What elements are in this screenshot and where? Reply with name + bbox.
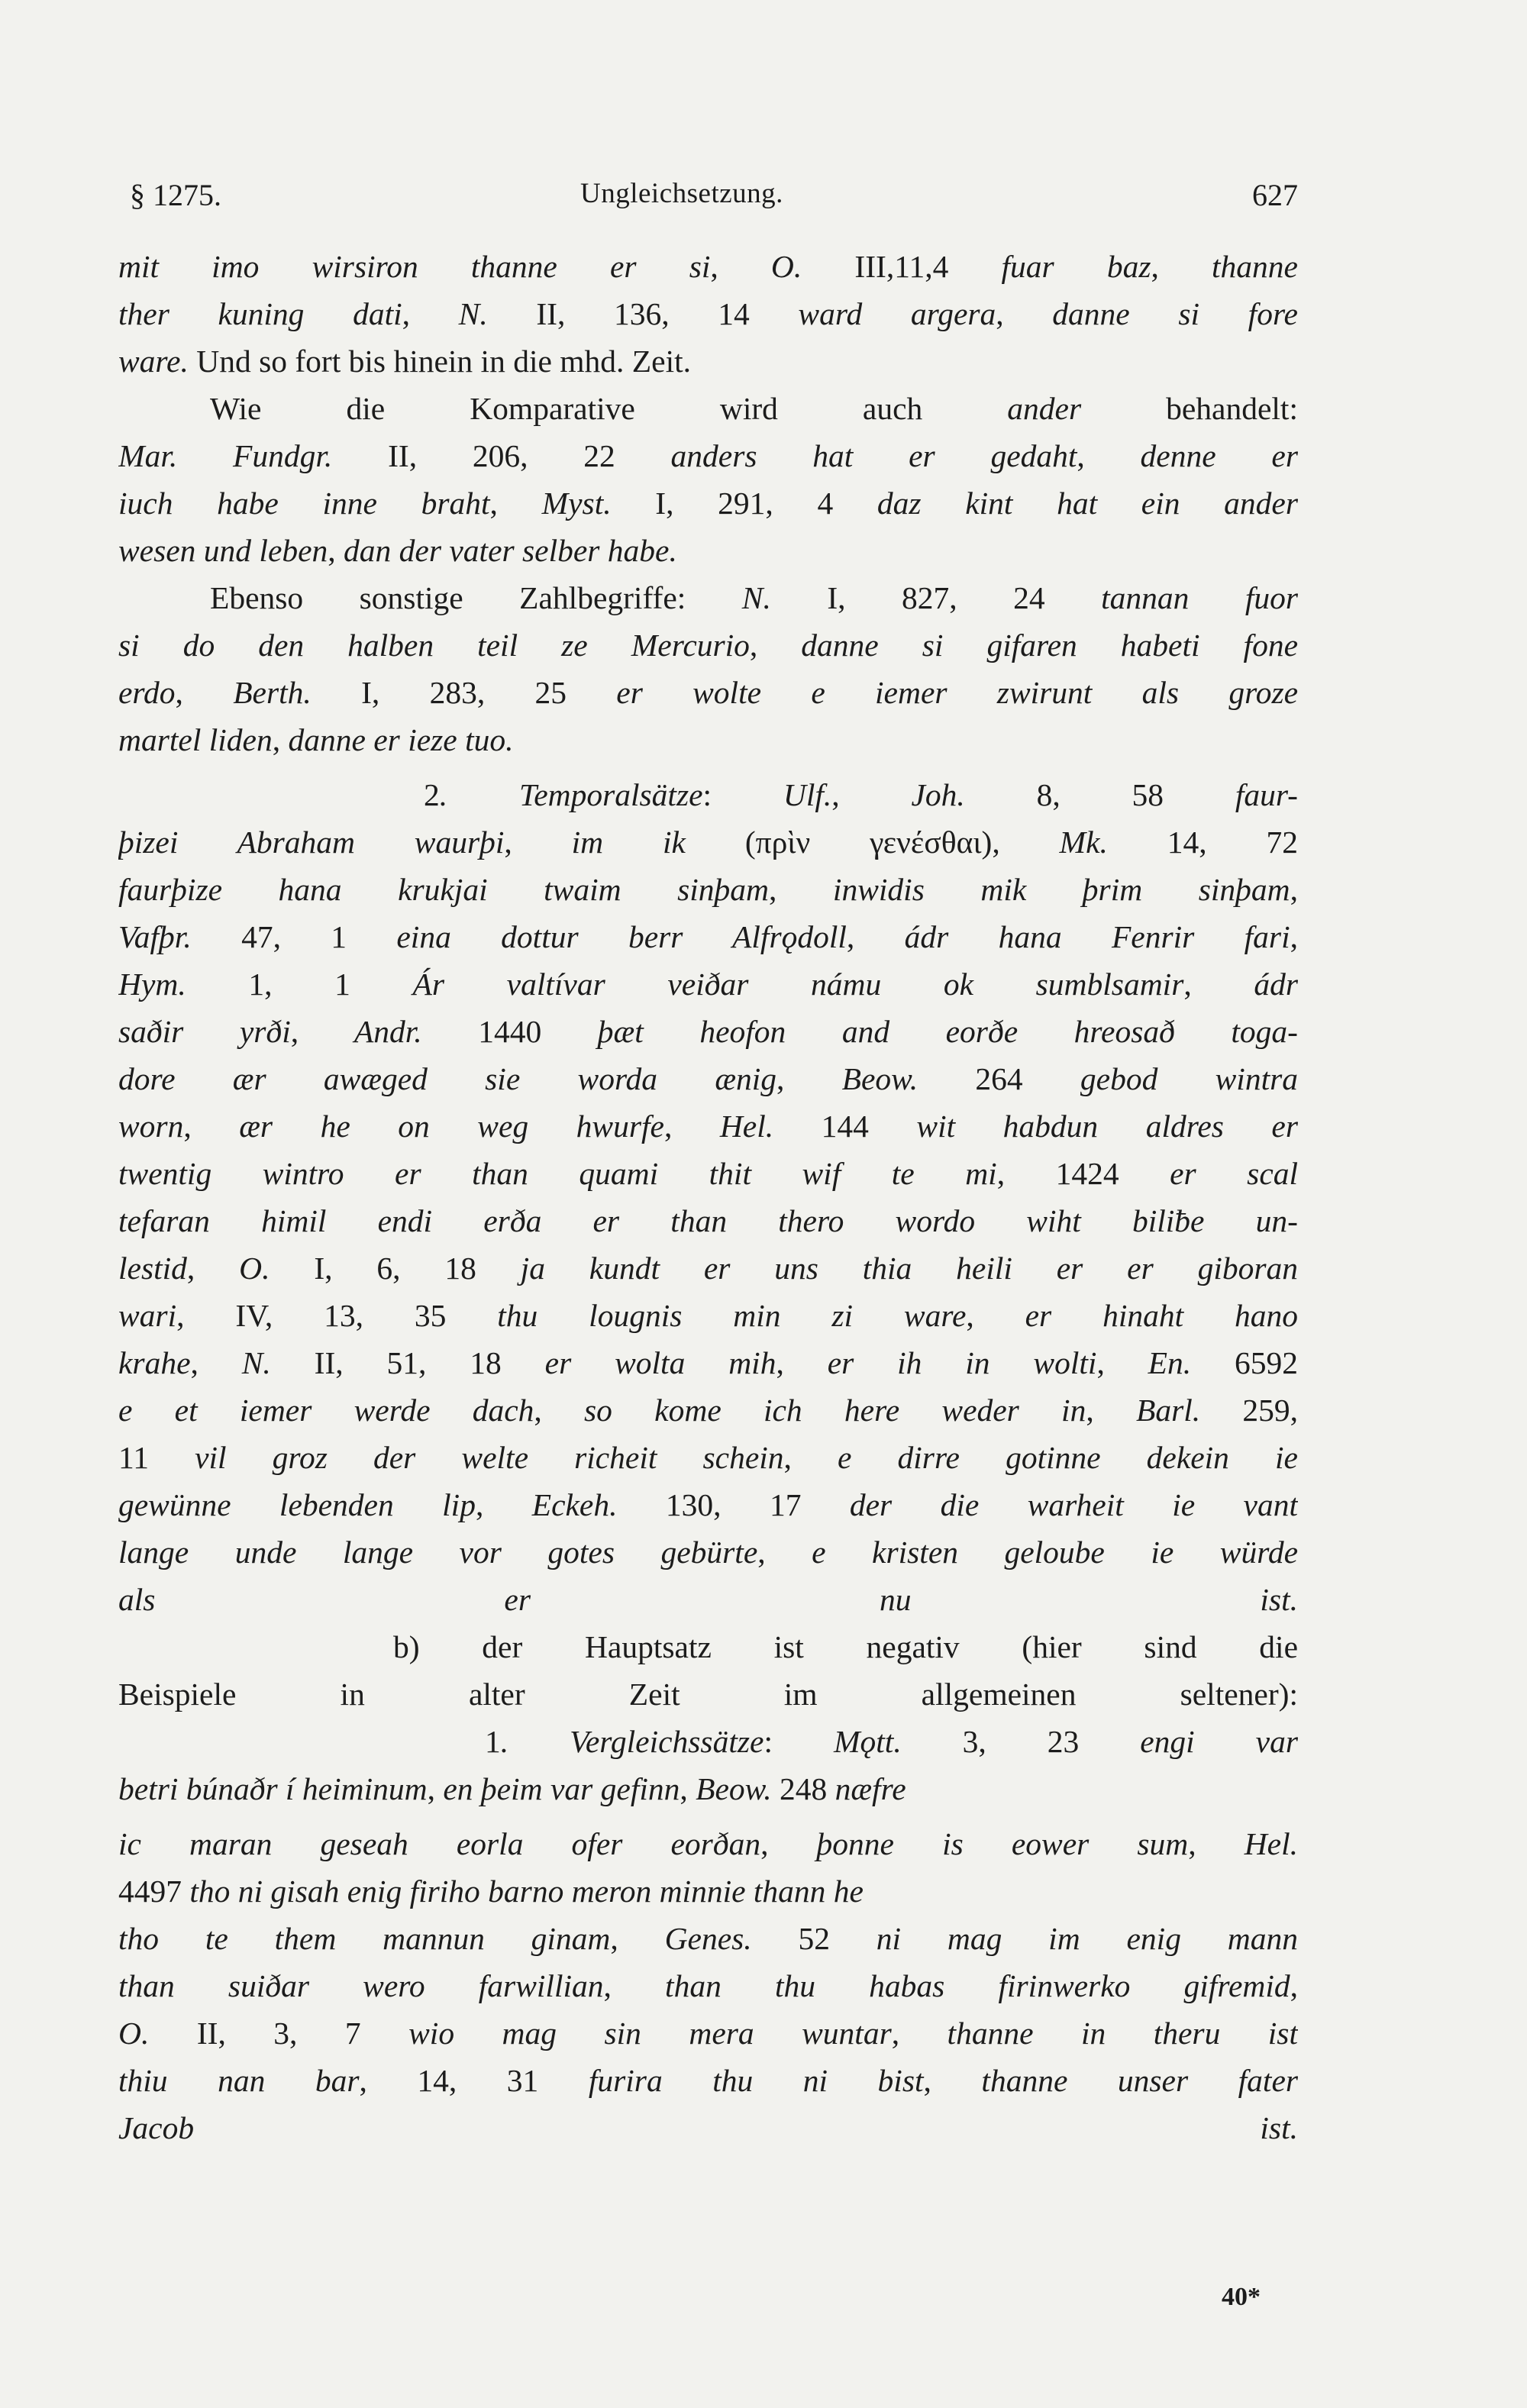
text-line [118, 2293, 1298, 2335]
text-line: betri búnaðr í heiminum, en þeim var gefinn, Beow. 248 næfre [118, 1771, 906, 1806]
text-line: saðir yrði, Andr. 1440 þæt heofon and eorðe hreosað toga- [118, 1014, 1298, 1049]
text-line: dore ær awæged sie worda ænig, Beow. 264 gebod wintra [118, 1061, 1298, 1096]
text-line: Beispiele in alter Zeit im allgemeinen seltener): [118, 1677, 1298, 1712]
text-line: b) der Hauptsatz ist negativ (hier sind die [393, 1629, 1298, 1664]
text-line: lestid, O. I, 6, 18 ja kundt er uns thia heili er er giboran [118, 1251, 1298, 1286]
text-line: Hym. 1, 1 Ár valtívar veiðar námu ok sumblsamir, ádr [118, 967, 1298, 1002]
text-line: tefaran himil endi erða er than thero wordo wiht biliƀe un- [118, 1203, 1298, 1238]
text-line: Wie die Komparative wird auch ander behandelt: [210, 391, 1298, 426]
text-line: ic maran geseah eorla ofer eorðan, þonne is eower sum, Hel. [118, 1826, 1298, 1861]
text-line: 2. Temporalsätze: Ulf., Joh. 8, 58 faur- [424, 777, 1298, 812]
text-line: faurþize hana krukjai twaim sinþam, inwidis mik þrim sinþam, [118, 872, 1298, 907]
text-line: Mar. Fundgr. II, 206, 22 anders hat er gedaht, denne er [118, 438, 1298, 473]
text-line: O. II, 3, 7 wio mag sin mera wuntar, thanne in theru ist [118, 2016, 1298, 2051]
text-line: worn, ær he on weg hwurfe, Hel. 144 wit habdun aldres er [118, 1109, 1298, 1144]
text-line: erdo, Berth. I, 283, 25 er wolte e iemer zwirunt als groze [118, 675, 1298, 710]
text-line: Jacob ist. [118, 2110, 1298, 2145]
text-line: als er nu ist. [118, 1582, 1298, 1617]
text-line: than suiðar wero farwillian, than thu habas firinwerko gifremid, [118, 1968, 1298, 2003]
text-line: wari, IV, 13, 35 thu lougnis min zi ware, er hinaht hano [118, 1298, 1298, 1333]
text-line: krahe, N. II, 51, 18 er wolta mih, er ih in wolti, En. 6592 [118, 1345, 1298, 1380]
text-line: si do den halben teil ze Mercurio, danne si gifaren habeti fone [118, 628, 1298, 663]
text-line: Ebenso sonstige Zahlbegriffe: N. I, 827, 24 tannan fuor [210, 580, 1298, 615]
text-line: Vafþr. 47, 1 eina dottur berr Alfrǫdoll, ádr hana Fenrir fari, [118, 919, 1298, 954]
text-line: 11 vil groz der welte richeit schein, e dirre gotinne dekein ie [118, 1440, 1298, 1475]
text-line: 4497 tho ni gisah enig firiho barno meron minnie thann he [118, 1874, 864, 1909]
text-line [118, 2151, 1298, 2199]
text-line [118, 2246, 1298, 2293]
text-line: wesen und leben, dan der vater selber habe. [118, 533, 677, 568]
text-line: 1. Vergleichssätze: Mǫtt. 3, 23 engi var [485, 1724, 1298, 1759]
text-line: iuch habe inne braht, Myst. I, 291, 4 daz kint hat ein ander [118, 486, 1298, 521]
text-line: ware. Und so fort bis hinein in die mhd. Zeit. [118, 344, 692, 379]
section-number: § 1275. [130, 178, 221, 212]
signature-mark: 40* [1222, 2283, 1261, 2311]
text-line [118, 2199, 1298, 2246]
text-line: tho te them mannun ginam, Genes. 52 ni mag im enig mann [118, 1921, 1298, 1956]
page-number: 627 [1252, 178, 1298, 212]
text-line: martel liden, danne er ieze tuo. [118, 722, 514, 757]
text-line: twentig wintro er than quami thit wif te mi, 1424 er scal [118, 1156, 1298, 1191]
running-header [130, 177, 1298, 223]
text-line: ther kuning dati, N. II, 136, 14 ward argera, danne si fore [118, 296, 1298, 331]
text-line: mit imo wirsiron thanne er si, O. III,11,4 fuar baz, thanne [118, 249, 1298, 284]
text-line: lange unde lange vor gotes gebürte, e kristen geloube ie würde [118, 1535, 1298, 1570]
text-line: thiu nan bar, 14, 31 furira thu ni bist, thanne unser fater [118, 2063, 1298, 2098]
running-title: Ungleichsetzung. [580, 178, 783, 209]
main-text [118, 243, 1298, 2335]
text-line: gewünne lebenden lip, Eckeh. 130, 17 der die warheit ie vant [118, 1487, 1298, 1522]
text-line: þizei Abraham waurþi, im ik (πρὶν γενέσθαι), Mk. 14, 72 [118, 825, 1298, 860]
text-line: e et iemer werde dach, so kome ich here weder in, Barl. 259, [118, 1393, 1298, 1428]
